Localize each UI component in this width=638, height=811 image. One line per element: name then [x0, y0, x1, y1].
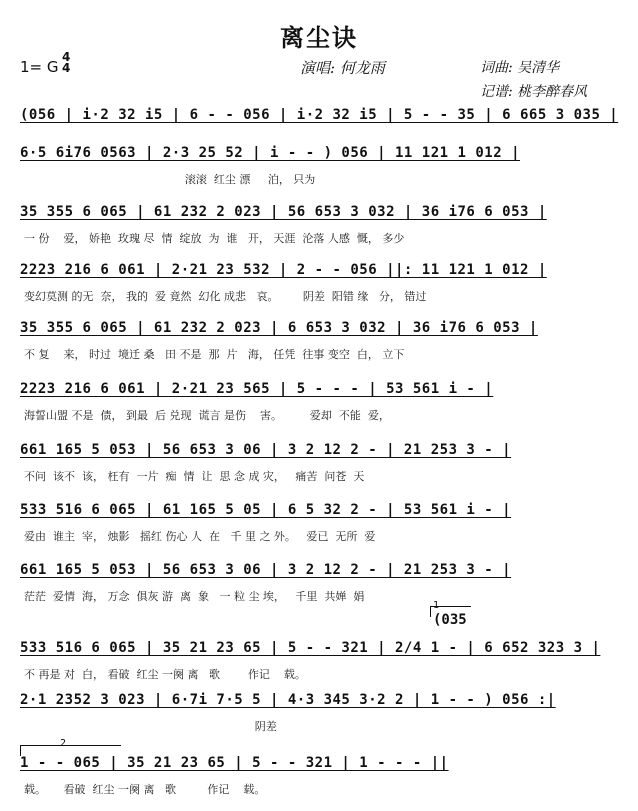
first-ending-label: 1 [433, 600, 440, 611]
score-row [20, 381, 620, 437]
notation-line: 1 - - 065 | 35 21 23 65 | 5 - - 321 | 1 - - - || [20, 755, 449, 771]
score-row [20, 145, 620, 201]
lyrics-line: 不 再是 对 白， 看破 红尘 一阕 离 歌 作记 载。 [24, 668, 306, 681]
notation-line: (056 | i·2 32 i5 | 6 - - 056 | i·2 32 i5 | 5 - - 35 | 6 665 3 035 | [20, 107, 619, 123]
lyrics-line: 不问 该不 该， 枉有 一片 痴 情 让 思 念 成 灾， 痛苦 问苍 天 [24, 470, 365, 483]
singer-credit: 演唱: 何龙雨 [300, 59, 385, 77]
lyrics-line: 不 复 来， 时过 境迁 桑 田 不是 那 片 海， 任凭 往事 变空 白， 立下 [24, 348, 405, 361]
score-row [20, 502, 620, 558]
notation-line: 533 516 6 065 | 35 21 23 65 | 5 - - 321 | 2/4 1 - | 6 652 323 3 | [20, 640, 601, 656]
score-row [20, 262, 620, 318]
notation-line: 6·5 6i76 0563 | 2·3 25 52 | i - - ) 056 | 11 121 1 012 | [20, 145, 521, 161]
score-row [20, 755, 620, 811]
time-signature-top: 4 [62, 50, 71, 64]
score-row [20, 640, 620, 696]
score-row [20, 204, 620, 260]
notation-line: 661 165 5 053 | 56 653 3 06 | 3 2 12 2 - | 21 253 3 - | [20, 442, 512, 458]
time-signature [62, 52, 70, 74]
notation-line: 2223 216 6 061 | 2·21 23 565 | 5 - - - | 53 561 i - | [20, 381, 494, 397]
lyrics-line: 阴差 [24, 720, 277, 733]
lyrics-line: 一 份 爱， 娇艳 玫瑰 尽 情 绽放 为 谁 开， 天涯 沦落 人感 慨， 多少 [24, 232, 405, 245]
lyrics-line: 变幻莫测 的无 奈， 我的 爱 竟然 幻化 成悲 哀。 阴差 阳错 缘 分， 错过 [24, 290, 427, 303]
score-row [20, 320, 620, 376]
first-ending-note: (035 [433, 612, 467, 628]
notation-line: 2223 216 6 061 | 2·21 23 532 | 2 - - 056 ||: 11 121 1 012 | [20, 262, 547, 278]
lyrics-line: 茫茫 爱情 海， 万念 俱灰 游 离 象 一 粒 尘 埃， 千里 共婵 娟 [24, 590, 365, 603]
notation-line: 2·1 2352 3 023 | 6·7i 7·5 5 | 4·3 345 3·2 2 | 1 - - ) 056 :| [20, 692, 556, 708]
score-row [20, 692, 620, 748]
transcriber-credit: 记谱: 桃李醉春风 [480, 84, 588, 100]
score-row [20, 442, 620, 498]
lyrics-line: 滚滚 红尘 漂 泊， 只为 [24, 173, 316, 186]
notation-line: 35 355 6 065 | 61 232 2 023 | 56 653 3 032 | 36 i76 6 053 | [20, 204, 547, 220]
notation-line: 661 165 5 053 | 56 653 3 06 | 3 2 12 2 - | 21 253 3 - | [20, 562, 512, 578]
notation-line: 533 516 6 065 | 61 165 5 05 | 6 5 32 2 - | 53 561 i - | [20, 502, 512, 518]
lyrics-line: 爱由 谁主 宰， 烛影 摇红 伤心 人 在 千 里 之 外。 爱已 无所 爱 [24, 530, 376, 543]
notation-line: 35 355 6 065 | 61 232 2 023 | 6 653 3 032 | 36 i76 6 053 | [20, 320, 538, 336]
key-signature: 1= G [20, 58, 59, 76]
time-signature-bottom: 4 [62, 61, 71, 75]
lyrics-line: 海誓山盟 不是 债， 到最 后 兑现 谎言 是伤 害。 爱却 不能 爱， [24, 409, 390, 422]
song-title: 离尘诀 [280, 23, 358, 52]
second-ending-label: 2 [60, 738, 67, 749]
composer-credit: 词曲: 吴清华 [480, 60, 560, 76]
lyrics-line: 载。 看破 红尘 一阕 离 歌 作记 载。 [24, 783, 266, 796]
score-row [20, 562, 620, 618]
